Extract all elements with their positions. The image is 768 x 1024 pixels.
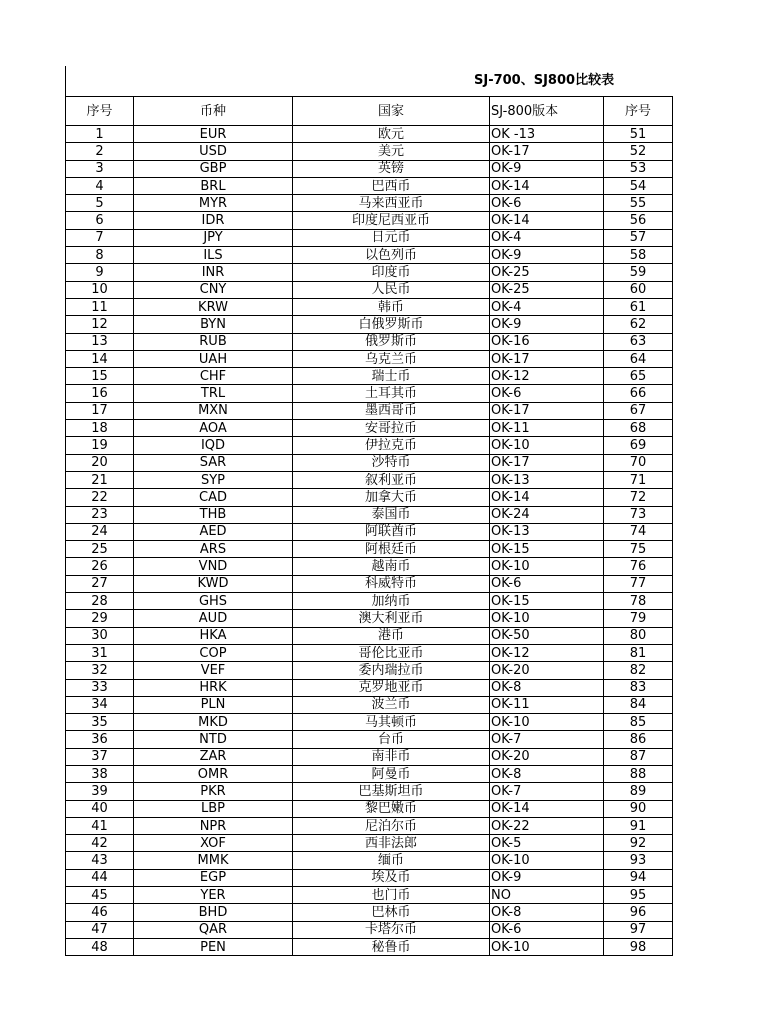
sj800-version-cell: OK-9 [490,247,604,264]
index-cell: 19 [66,437,134,454]
table-row [66,593,673,610]
country-cell: 澳大利亚币 [293,610,490,627]
sj800-version-cell: OK-22 [490,817,604,834]
header-index: 序号 [66,97,134,126]
table-row [66,368,673,385]
index-cell: 43 [66,852,134,869]
index-cell: 2 [66,143,134,160]
header-index-2: 序号 [604,97,673,126]
index-2-cell: 97 [604,921,673,938]
index-2-cell: 72 [604,489,673,506]
index-cell: 31 [66,644,134,661]
index-cell: 12 [66,316,134,333]
country-cell: 阿根廷币 [293,541,490,558]
sj800-version-cell: OK-14 [490,177,604,194]
index-2-cell: 70 [604,454,673,471]
index-2-cell: 53 [604,160,673,177]
sj800-version-cell: OK-6 [490,385,604,402]
table-row [66,679,673,696]
sj800-version-cell: OK-11 [490,696,604,713]
country-cell: 土耳其币 [293,385,490,402]
sj800-version-cell: OK-24 [490,506,604,523]
sj800-version-cell: OK-14 [490,489,604,506]
country-cell: 加纳币 [293,593,490,610]
table-row [66,247,673,264]
sj800-version-cell: OK-12 [490,368,604,385]
index-2-cell: 93 [604,852,673,869]
index-2-cell: 96 [604,904,673,921]
table-row [66,454,673,471]
index-cell: 42 [66,835,134,852]
table-row [66,610,673,627]
index-2-cell: 55 [604,195,673,212]
country-cell: 人民币 [293,281,490,298]
sj800-version-cell: OK-8 [490,679,604,696]
index-2-cell: 63 [604,333,673,350]
sj800-version-cell: OK-12 [490,644,604,661]
currency-code-cell: MMK [134,852,293,869]
table-row [66,541,673,558]
country-cell: 墨西哥币 [293,402,490,419]
country-cell: 阿曼币 [293,765,490,782]
table-row [66,921,673,938]
currency-code-cell: CNY [134,281,293,298]
currency-code-cell: MYR [134,195,293,212]
currency-code-cell: CHF [134,368,293,385]
index-2-cell: 69 [604,437,673,454]
index-2-cell: 66 [604,385,673,402]
sj800-version-cell: NO [490,887,604,904]
currency-code-cell: IQD [134,437,293,454]
sj800-version-cell: OK-14 [490,212,604,229]
country-cell: 巴西币 [293,177,490,194]
index-2-cell: 65 [604,368,673,385]
currency-code-cell: OMR [134,765,293,782]
currency-code-cell: CAD [134,489,293,506]
currency-code-cell: KWD [134,575,293,592]
sj800-version-cell: OK-6 [490,195,604,212]
index-2-cell: 86 [604,731,673,748]
table-row [66,420,673,437]
index-2-cell: 61 [604,298,673,315]
index-2-cell: 87 [604,748,673,765]
index-cell: 34 [66,696,134,713]
index-cell: 5 [66,195,134,212]
index-2-cell: 64 [604,350,673,367]
sj800-version-cell: OK-20 [490,662,604,679]
index-cell: 37 [66,748,134,765]
country-cell: 巴林币 [293,904,490,921]
country-cell: 秘鲁币 [293,938,490,955]
table-row [66,350,673,367]
index-cell: 21 [66,471,134,488]
currency-code-cell: THB [134,506,293,523]
index-cell: 20 [66,454,134,471]
country-cell: 韩币 [293,298,490,315]
table-row [66,765,673,782]
country-cell: 美元 [293,143,490,160]
currency-code-cell: AUD [134,610,293,627]
index-cell: 39 [66,783,134,800]
table-row [66,143,673,160]
currency-code-cell: GBP [134,160,293,177]
country-cell: 缅币 [293,852,490,869]
sheet-title: SJ-700、SJ800比较表 [474,73,615,88]
country-cell: 英镑 [293,160,490,177]
sj800-version-cell: OK-14 [490,800,604,817]
index-cell: 3 [66,160,134,177]
country-cell: 沙特币 [293,454,490,471]
currency-code-cell: SYP [134,471,293,488]
table-row [66,696,673,713]
index-2-cell: 92 [604,835,673,852]
currency-code-cell: MXN [134,402,293,419]
index-2-cell: 81 [604,644,673,661]
table-row [66,869,673,886]
currency-code-cell: HKA [134,627,293,644]
table-body [66,126,673,956]
currency-code-cell: USD [134,143,293,160]
country-cell: 欧元 [293,126,490,143]
index-cell: 35 [66,714,134,731]
country-cell: 西非法郎 [293,835,490,852]
currency-code-cell: ARS [134,541,293,558]
country-cell: 日元币 [293,229,490,246]
index-cell: 15 [66,368,134,385]
table-row [66,575,673,592]
currency-code-cell: MKD [134,714,293,731]
index-2-cell: 68 [604,420,673,437]
currency-code-cell: BHD [134,904,293,921]
index-2-cell: 98 [604,938,673,955]
index-2-cell: 77 [604,575,673,592]
table-row [66,506,673,523]
index-2-cell: 80 [604,627,673,644]
sj800-version-cell: OK-5 [490,835,604,852]
table-row [66,195,673,212]
table-row [66,489,673,506]
table-row [66,644,673,661]
sj800-version-cell: OK-8 [490,904,604,921]
country-cell: 越南币 [293,558,490,575]
index-2-cell: 67 [604,402,673,419]
sj800-version-cell: OK-10 [490,852,604,869]
index-2-cell: 58 [604,247,673,264]
country-cell: 南非币 [293,748,490,765]
currency-code-cell: EGP [134,869,293,886]
currency-code-cell: BYN [134,316,293,333]
sj800-version-cell: OK-10 [490,558,604,575]
currency-code-cell: NPR [134,817,293,834]
index-2-cell: 95 [604,887,673,904]
country-cell: 卡塔尔币 [293,921,490,938]
country-cell: 港币 [293,627,490,644]
table-row [66,938,673,955]
country-cell: 台币 [293,731,490,748]
country-cell: 黎巴嫩币 [293,800,490,817]
sj800-version-cell: OK-11 [490,420,604,437]
currency-table [65,96,673,956]
currency-code-cell: GHS [134,593,293,610]
country-cell: 加拿大币 [293,489,490,506]
index-2-cell: 60 [604,281,673,298]
currency-code-cell: VND [134,558,293,575]
index-2-cell: 74 [604,523,673,540]
country-cell: 埃及币 [293,869,490,886]
currency-code-cell: RUB [134,333,293,350]
sj800-version-cell: OK-7 [490,731,604,748]
table-row [66,298,673,315]
index-2-cell: 76 [604,558,673,575]
index-cell: 30 [66,627,134,644]
sj800-version-cell: OK-9 [490,160,604,177]
country-cell: 尼泊尔币 [293,817,490,834]
index-cell: 18 [66,420,134,437]
index-cell: 4 [66,177,134,194]
index-2-cell: 94 [604,869,673,886]
table-row [66,229,673,246]
index-cell: 6 [66,212,134,229]
sj800-version-cell: OK-15 [490,541,604,558]
country-cell: 印度尼西亚币 [293,212,490,229]
table-row [66,264,673,281]
sj800-version-cell: OK-6 [490,921,604,938]
currency-code-cell: VEF [134,662,293,679]
currency-code-cell: ILS [134,247,293,264]
index-2-cell: 56 [604,212,673,229]
sj800-version-cell: OK-25 [490,264,604,281]
table-row [66,212,673,229]
index-2-cell: 84 [604,696,673,713]
table-row [66,437,673,454]
header-sj800-version: SJ-800版本 [490,97,604,126]
sj800-version-cell: OK-17 [490,350,604,367]
index-2-cell: 59 [604,264,673,281]
index-2-cell: 75 [604,541,673,558]
index-2-cell: 52 [604,143,673,160]
index-cell: 45 [66,887,134,904]
sj800-version-cell: OK-15 [490,593,604,610]
currency-code-cell: AOA [134,420,293,437]
index-cell: 28 [66,593,134,610]
sj800-version-cell: OK-50 [490,627,604,644]
sj800-version-cell: OK-6 [490,575,604,592]
left-border-line [65,66,66,97]
currency-code-cell: XOF [134,835,293,852]
index-cell: 16 [66,385,134,402]
index-cell: 10 [66,281,134,298]
index-cell: 40 [66,800,134,817]
header-country: 国家 [293,97,490,126]
index-cell: 24 [66,523,134,540]
header-currency: 币种 [134,97,293,126]
index-2-cell: 91 [604,817,673,834]
table-row [66,177,673,194]
sj800-version-cell: OK-9 [490,316,604,333]
index-2-cell: 78 [604,593,673,610]
table-row [66,783,673,800]
country-cell: 也门币 [293,887,490,904]
sj800-version-cell: OK-13 [490,471,604,488]
country-cell: 阿联酋币 [293,523,490,540]
index-cell: 47 [66,921,134,938]
table-row [66,316,673,333]
index-cell: 33 [66,679,134,696]
sj800-version-cell: OK-16 [490,333,604,350]
currency-code-cell: JPY [134,229,293,246]
currency-code-cell: SAR [134,454,293,471]
currency-code-cell: COP [134,644,293,661]
currency-code-cell: BRL [134,177,293,194]
index-cell: 22 [66,489,134,506]
country-cell: 伊拉克币 [293,437,490,454]
table-row [66,714,673,731]
index-2-cell: 73 [604,506,673,523]
sj800-version-cell: OK -13 [490,126,604,143]
table-row [66,281,673,298]
currency-code-cell: UAH [134,350,293,367]
table-row [66,662,673,679]
country-cell: 叙利亚币 [293,471,490,488]
table-row [66,817,673,834]
index-cell: 17 [66,402,134,419]
index-cell: 13 [66,333,134,350]
header-row [66,97,673,126]
index-2-cell: 79 [604,610,673,627]
table-row [66,852,673,869]
sj800-version-cell: OK-4 [490,298,604,315]
currency-code-cell: LBP [134,800,293,817]
currency-code-cell: INR [134,264,293,281]
sj800-version-cell: OK-10 [490,938,604,955]
table-row [66,333,673,350]
country-cell: 哥伦比亚币 [293,644,490,661]
country-cell: 巴基斯坦币 [293,783,490,800]
country-cell: 瑞士币 [293,368,490,385]
index-cell: 29 [66,610,134,627]
country-cell: 波兰币 [293,696,490,713]
index-2-cell: 54 [604,177,673,194]
table-row [66,904,673,921]
sj800-version-cell: OK-10 [490,437,604,454]
table-row [66,385,673,402]
sj800-version-cell: OK-10 [490,610,604,627]
currency-code-cell: IDR [134,212,293,229]
index-cell: 11 [66,298,134,315]
currency-code-cell: QAR [134,921,293,938]
sj800-version-cell: OK-25 [490,281,604,298]
index-cell: 46 [66,904,134,921]
sj800-version-cell: OK-4 [490,229,604,246]
index-cell: 23 [66,506,134,523]
index-cell: 48 [66,938,134,955]
country-cell: 委内瑞拉币 [293,662,490,679]
sj800-version-cell: OK-13 [490,523,604,540]
currency-code-cell: PEN [134,938,293,955]
index-2-cell: 51 [604,126,673,143]
index-cell: 8 [66,247,134,264]
sj800-version-cell: OK-9 [490,869,604,886]
currency-code-cell: EUR [134,126,293,143]
country-cell: 科威特币 [293,575,490,592]
table-row [66,558,673,575]
index-cell: 9 [66,264,134,281]
country-cell: 马来西亚币 [293,195,490,212]
index-2-cell: 88 [604,765,673,782]
currency-code-cell: AED [134,523,293,540]
country-cell: 以色列币 [293,247,490,264]
country-cell: 马其顿币 [293,714,490,731]
index-cell: 38 [66,765,134,782]
index-2-cell: 71 [604,471,673,488]
sj800-version-cell: OK-10 [490,714,604,731]
country-cell: 印度币 [293,264,490,281]
index-cell: 25 [66,541,134,558]
index-cell: 14 [66,350,134,367]
index-cell: 36 [66,731,134,748]
table-row [66,800,673,817]
sj800-version-cell: OK-8 [490,765,604,782]
sj800-version-cell: OK-17 [490,143,604,160]
table-row [66,731,673,748]
table-row [66,887,673,904]
index-2-cell: 89 [604,783,673,800]
country-cell: 泰国币 [293,506,490,523]
country-cell: 俄罗斯币 [293,333,490,350]
currency-code-cell: YER [134,887,293,904]
index-2-cell: 83 [604,679,673,696]
table-row [66,748,673,765]
table-row [66,523,673,540]
index-2-cell: 62 [604,316,673,333]
currency-code-cell: ZAR [134,748,293,765]
index-2-cell: 57 [604,229,673,246]
currency-code-cell: TRL [134,385,293,402]
sj800-version-cell: OK-20 [490,748,604,765]
index-cell: 32 [66,662,134,679]
table-row [66,471,673,488]
index-2-cell: 90 [604,800,673,817]
currency-code-cell: HRK [134,679,293,696]
country-cell: 乌克兰币 [293,350,490,367]
currency-code-cell: KRW [134,298,293,315]
index-cell: 41 [66,817,134,834]
currency-code-cell: PKR [134,783,293,800]
table-row [66,160,673,177]
country-cell: 克罗地亚币 [293,679,490,696]
index-2-cell: 85 [604,714,673,731]
table-row [66,835,673,852]
index-cell: 27 [66,575,134,592]
country-cell: 白俄罗斯币 [293,316,490,333]
table-row [66,126,673,143]
currency-code-cell: NTD [134,731,293,748]
table-row [66,627,673,644]
index-cell: 26 [66,558,134,575]
sj800-version-cell: OK-17 [490,402,604,419]
currency-code-cell: PLN [134,696,293,713]
index-2-cell: 82 [604,662,673,679]
index-cell: 1 [66,126,134,143]
table-row [66,402,673,419]
sj800-version-cell: OK-7 [490,783,604,800]
country-cell: 安哥拉币 [293,420,490,437]
index-cell: 7 [66,229,134,246]
index-cell: 44 [66,869,134,886]
sj800-version-cell: OK-17 [490,454,604,471]
